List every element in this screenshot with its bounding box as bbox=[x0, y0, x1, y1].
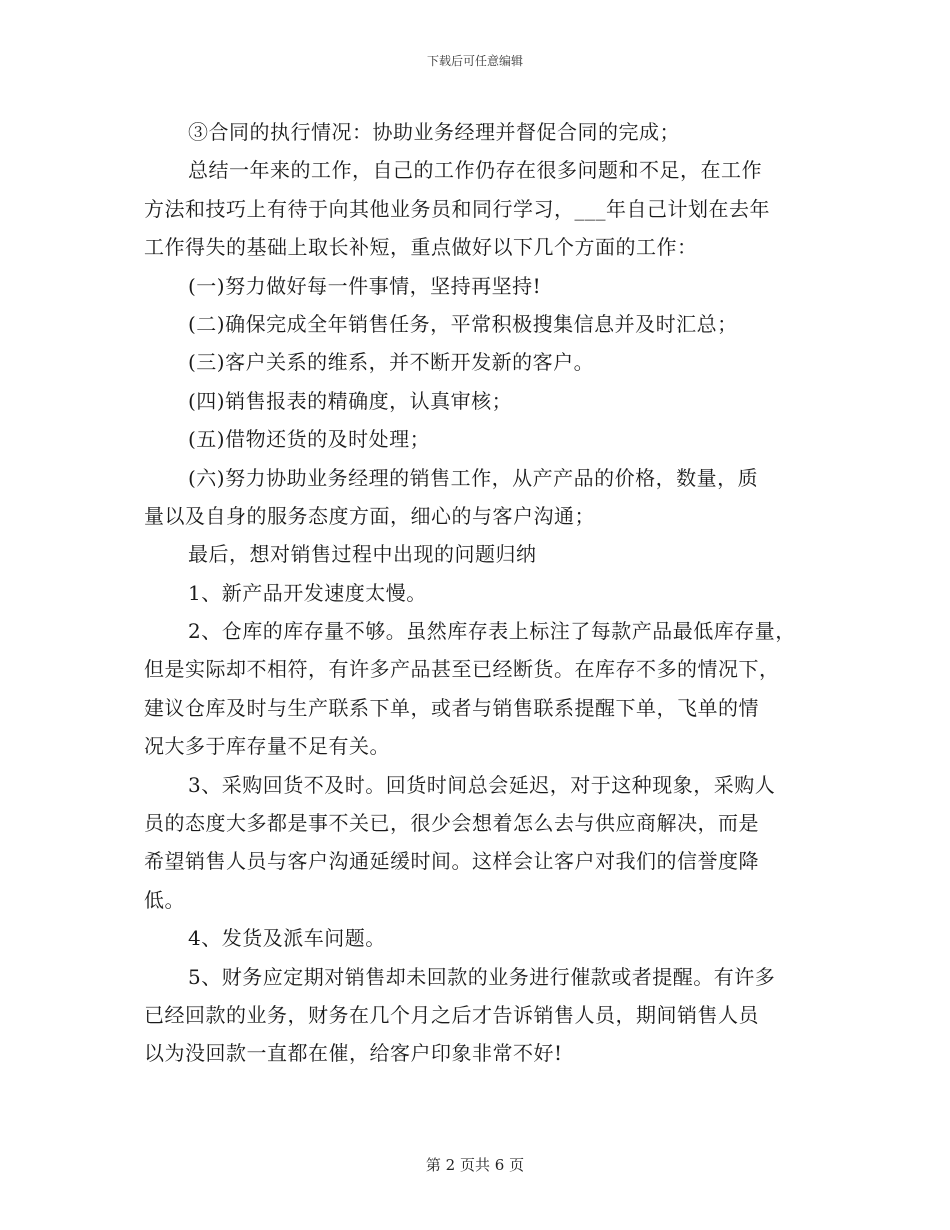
body-line: 最后，想对销售过程中出现的问题归纳 bbox=[188, 542, 537, 567]
body-line: 量以及自身的服务态度方面，细心的与客户沟通； bbox=[144, 503, 595, 528]
body-line: 况大多于库存量不足有关。 bbox=[144, 734, 390, 759]
body-line: (六)努力协助业务经理的销售工作，从产产品的价格，数量，质 bbox=[188, 465, 759, 490]
body-line: 低。 bbox=[144, 887, 185, 912]
body-line: 2、仓库的库存量不够。虽然库存表上标注了每款产品最低库存量， bbox=[188, 619, 796, 644]
body-line: 4、发货及派车问题。 bbox=[188, 926, 386, 951]
body-line: 建议仓库及时与生产联系下单，或者与销售联系提醒下单，飞单的情 bbox=[144, 695, 759, 720]
body-line: 但是实际却不相符，有许多产品甚至已经断货。在库存不多的情况下， bbox=[144, 657, 780, 682]
body-line: ③合同的执行情况：协助业务经理并督促合同的完成； bbox=[188, 120, 680, 144]
body-line: 以为没回款一直都在催，给客户印象非常不好! bbox=[144, 1041, 563, 1066]
body-line: 总结一年来的工作，自己的工作仍存在很多问题和不足，在工作 bbox=[188, 158, 762, 183]
body-line: 希望销售人员与客户沟通延缓时间。这样会让客户对我们的信誉度降 bbox=[144, 849, 759, 874]
body-line: (五)借物还货的及时处理； bbox=[188, 427, 431, 452]
body-line: 已经回款的业务，财务在几个月之后才告诉销售人员，期间销售人员 bbox=[144, 1002, 759, 1027]
body-line: (一)努力做好每一件事情，坚持再坚持! bbox=[188, 273, 542, 298]
body-line: 1、新产品开发速度太慢。 bbox=[188, 580, 427, 605]
body-line: 员的态度大多都是事不关已，很少会想着怎么去与供应商解决，而是 bbox=[144, 811, 759, 836]
body-line: 3、采购回货不及时。回货时间总会延迟，对于这种现象，采购人 bbox=[188, 772, 776, 797]
body-line: (二)确保完成全年销售任务，平常积极搜集信息并及时汇总； bbox=[188, 311, 738, 336]
body-line: 方法和技巧上有待于向其他业务员和同行学习，___年自己计划在去年 bbox=[144, 196, 770, 221]
body-line: (四)销售报表的精确度，认真审核； bbox=[188, 388, 513, 413]
page-header: 下载后可任意编辑 bbox=[426, 54, 523, 68]
page-number-footer: 第 2 页共 6 页 bbox=[425, 1156, 525, 1174]
body-line: 5、财务应定期对销售却未回款的业务进行催款或者提醒。有许多 bbox=[188, 964, 776, 989]
body-line: 工作得失的基础上取长补短，重点做好以下几个方面的工作： bbox=[144, 235, 698, 260]
body-line: (三)客户关系的维系，并不断开发新的客户。 bbox=[188, 350, 595, 375]
document-body bbox=[144, 113, 809, 1073]
